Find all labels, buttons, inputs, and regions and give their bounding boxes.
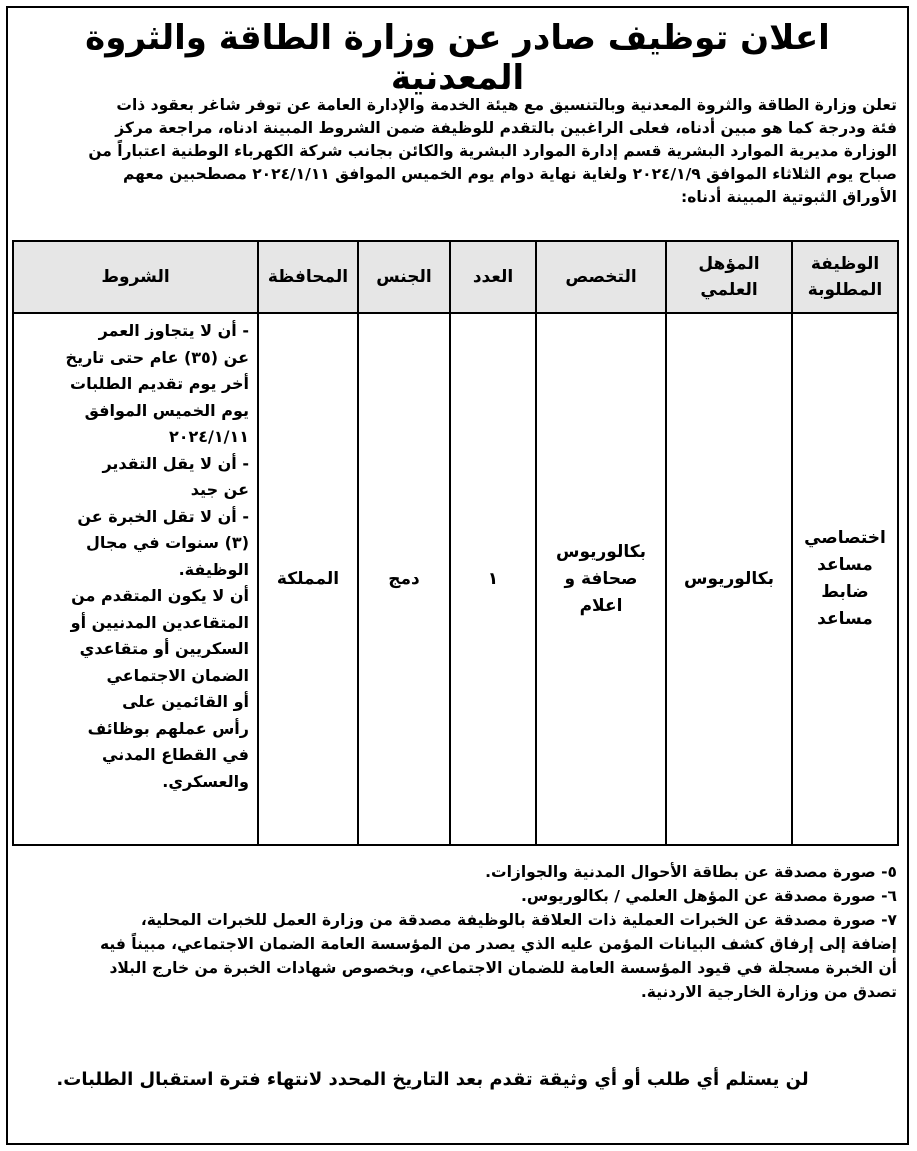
note-line: إضافة إلى إرفاق كشف البيانات المؤمن عليه الذي يصدر من المؤسسة العامة الضمان الاجتماعي، مبيناً فيه — [100, 935, 897, 953]
jobs-table — [12, 240, 899, 846]
header-conditions: الشروط — [13, 241, 258, 313]
header-count: العدد — [450, 241, 536, 313]
note-line: تصدق من وزارة الخارجية الاردنية. — [640, 983, 897, 1001]
closing-statement: لن يستلم أي طلب أو أي وثيقة تقدم بعد التاريخ المحدد لانتهاء فترة استقبال الطلبات. — [56, 1069, 809, 1090]
condition-line: أو القائمين على — [122, 692, 249, 711]
table-row — [13, 313, 898, 845]
condition-line: أخر يوم تقديم الطلبات — [70, 374, 249, 393]
condition-line: الوظيفة. — [178, 559, 249, 579]
condition-line: المتقاعدين المدنيين أو — [70, 612, 249, 632]
condition-line: والعسكري. — [162, 771, 249, 791]
required-documents — [18, 860, 897, 1004]
intro-line: فئة ودرجة كما هو مبين أدناه، فعلى الراغبين بالتقدم للوظيفة ضمن الشروط المبينة ادناه، مراجعة مركز — [115, 119, 897, 137]
note-line: ٧- صورة مصدقة عن الخبرات العملية ذات العلاقة بالوظيفة مصدقة من وزارة العمل للخبرات المحلية، — [140, 911, 897, 929]
condition-line: - أن لا تقل الخبرة عن — [77, 506, 249, 526]
condition-line: رأس عملهم بوظائف — [87, 718, 249, 738]
condition-line: - أن لا يتجاوز العمر — [98, 321, 249, 340]
announcement-page — [6, 6, 909, 1145]
cell-qualification: بكالوريوس — [666, 313, 792, 845]
condition-line: عن جيد — [190, 480, 249, 499]
condition-line: عن (٣٥) عام حتى تاريخ — [65, 347, 249, 367]
cell-gender: دمج — [358, 313, 450, 845]
cell-specialization: بكالوريوس صحافة و اعلام — [536, 313, 666, 845]
condition-line: أن لا يكون المتقدم من — [71, 586, 249, 605]
header-specialization: التخصص — [536, 241, 666, 313]
cell-governorate: المملكة — [258, 313, 358, 845]
table-header-row — [13, 241, 898, 313]
header-job: الوظيفة المطلوبة — [792, 241, 898, 313]
condition-line: الضمان الاجتماعي — [106, 665, 249, 685]
note-line: ٦- صورة مصدقة عن المؤهل العلمي / بكالوريوس. — [520, 887, 897, 905]
note-line: أن الخبرة مسجلة في قيود المؤسسة العامة للضمان الاجتماعي، وبخصوص شهادات الخبرة من خارج البلاد — [109, 959, 897, 977]
intro-line: الوزارة مديرية الموارد البشرية قسم إدارة الموارد البشرية والكائن بجانب شركة الكهرباء الوطنية اعتباراً من — [88, 142, 897, 160]
condition-line: يوم الخميس الموافق — [84, 400, 249, 420]
intro-line: صباح يوم الثلاثاء الموافق ٢٠٢٤/١/٩ ولغاية نهاية دوام يوم الخميس الموافق ٢٠٢٤/١/١١ مصطحبين معهم — [122, 165, 897, 183]
intro-line: تعلن وزارة الطاقة والثروة المعدنية وبالتنسيق مع هيئة الخدمة والإدارة العامة عن توفر شاغر بعقود ذات — [116, 96, 897, 114]
intro-paragraph — [18, 94, 897, 209]
intro-line: الأوراق الثبوتية المبينة أدناه: — [681, 188, 897, 206]
header-gender: الجنس — [358, 241, 450, 313]
condition-line: - أن لا يقل التقدير — [102, 453, 249, 473]
condition-line: السكريين أو متقاعدي — [79, 639, 249, 658]
condition-line: في القطاع المدني — [102, 745, 249, 764]
note-line: ٥- صورة مصدقة عن بطاقة الأحوال المدنية والجوازات. — [485, 863, 897, 881]
condition-line: (٣) سنوات في مجال — [86, 533, 249, 552]
cell-job: اختصاصي مساعد ضابط مساعد — [792, 313, 898, 845]
cell-conditions — [13, 313, 258, 845]
condition-line: ٢٠٢٤/١/١١ — [168, 427, 249, 446]
header-governorate: المحافظة — [258, 241, 358, 313]
header-qualification: المؤهل العلمي — [666, 241, 792, 313]
cell-count: ١ — [450, 313, 536, 845]
page-title: اعلان توظيف صادر عن وزارة الطاقة والثروة المعدنية — [85, 18, 830, 98]
